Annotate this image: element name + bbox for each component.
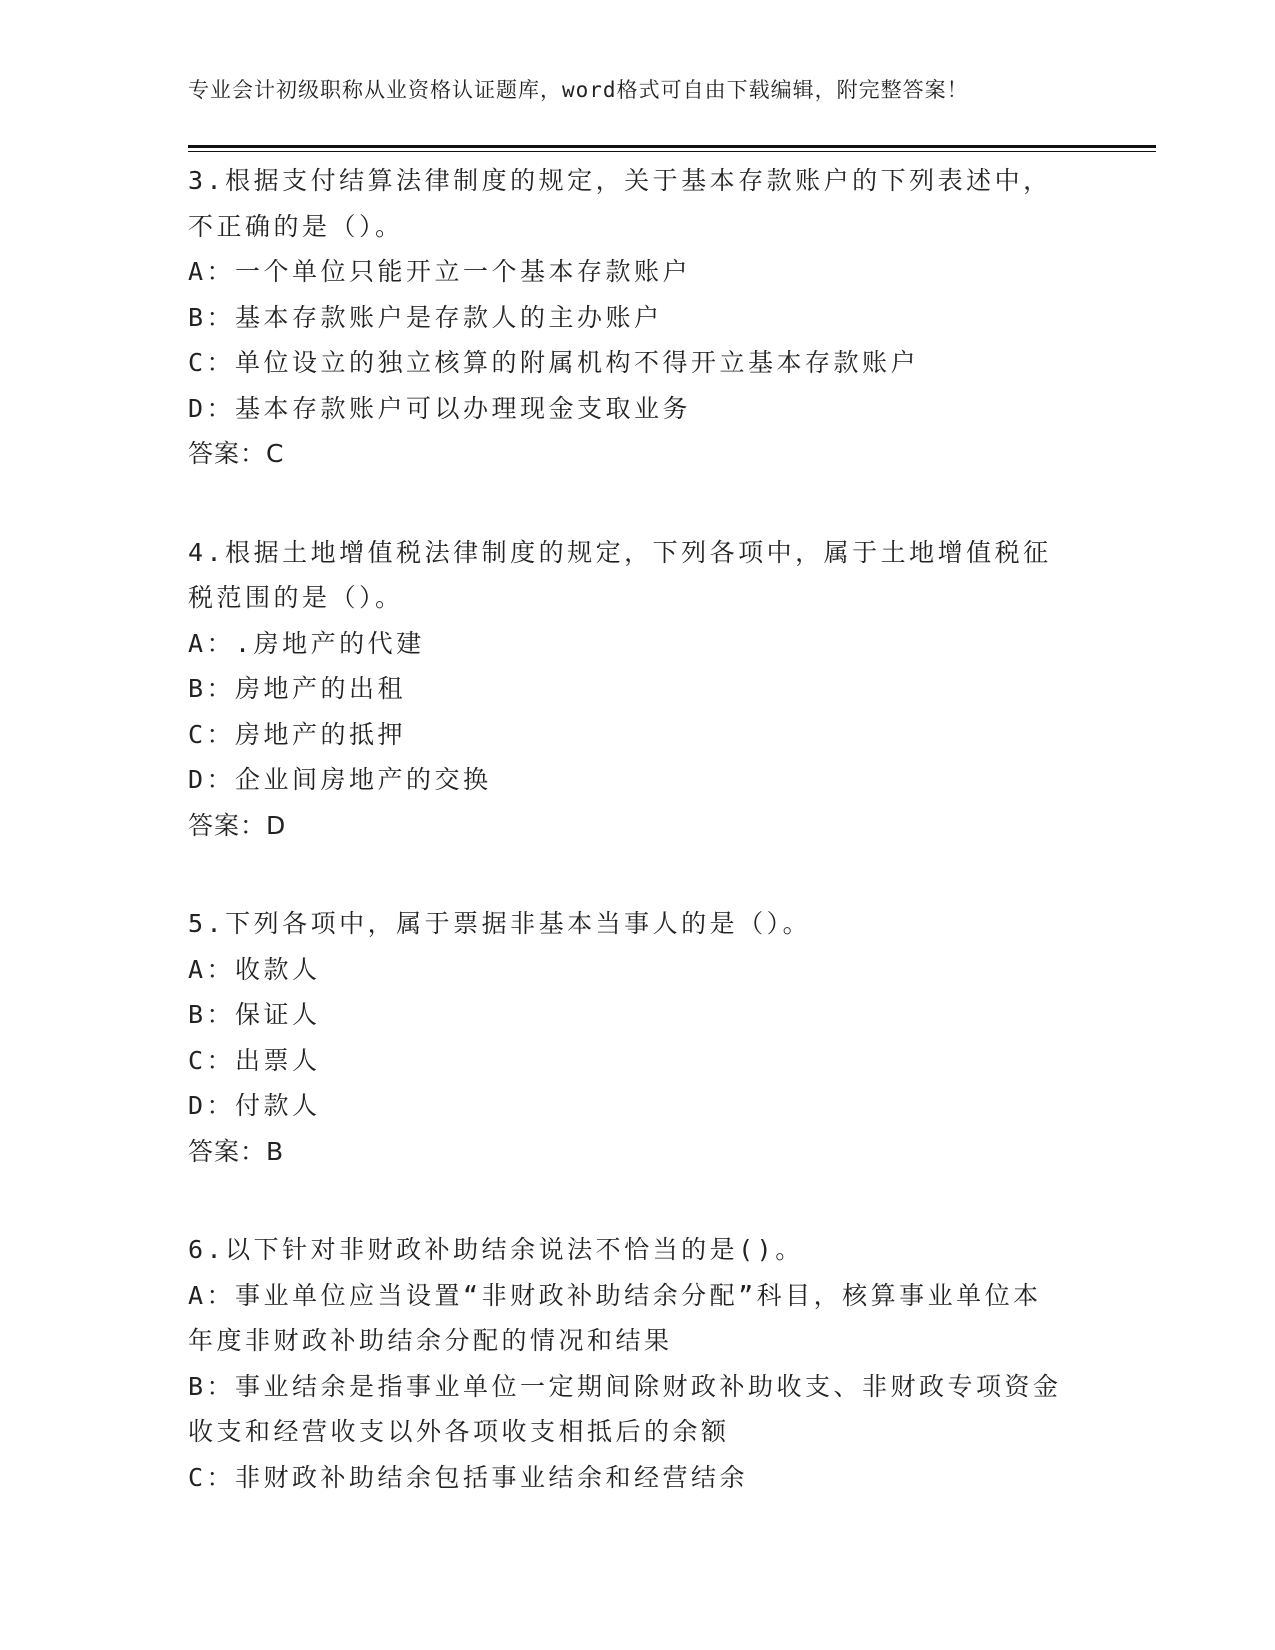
question-stem-line: 6.以下针对非财政补助结余说法不恰当的是()。 [188, 1235, 804, 1264]
option-d: D：企业间房地产的交换 [188, 765, 492, 794]
answer: 答案：B [188, 1136, 285, 1166]
question-4 [188, 530, 1088, 849]
option-b: B：基本存款账户是存款人的主办账户 [188, 302, 663, 332]
option-b: B：保证人 [188, 1000, 321, 1029]
question-stem-line: 4.根据土地增值税法律制度的规定，下列各项中，属于土地增值税征 [188, 537, 1052, 567]
option-d: D：付款人 [188, 1091, 321, 1120]
header-rule-thick [188, 145, 1156, 148]
option-a-continued: 年度非财政补助结余分配的情况和结果 [188, 1326, 673, 1355]
question-stem-line: 5.下列各项中，属于票据非基本当事人的是（）。 [188, 909, 812, 938]
question-list [188, 158, 1088, 1553]
question-6 [188, 1227, 1088, 1500]
option-c: C：非财政补助结余包括事业结余和经营结余 [188, 1462, 749, 1492]
question-stem-line: 税范围的是（）。 [188, 583, 404, 612]
option-b-continued: 收支和经营收支以外各项收支相抵后的余额 [188, 1417, 730, 1446]
option-a: A：收款人 [188, 954, 321, 984]
option-a: A：事业单位应当设置“非财政补助结余分配”科目，核算事业单位本 [188, 1280, 1042, 1310]
question-3 [188, 158, 1088, 477]
answer: 答案：D [188, 810, 287, 840]
option-d: D：基本存款账户可以办理现金支取业务 [188, 393, 692, 423]
option-c: C：房地产的抵押 [188, 719, 407, 749]
option-b: B：房地产的出租 [188, 674, 407, 703]
question-5 [188, 901, 1088, 1174]
header-rule-thin [188, 151, 1156, 152]
option-c: C：出票人 [188, 1045, 321, 1075]
page-header: 专业会计初级职称从业资格认证题库，word格式可自由下载编辑，附完整答案！ [188, 78, 969, 102]
option-a: A：一个单位只能开立一个基本存款账户 [188, 257, 692, 286]
option-a: A：.房地产的代建 [188, 628, 425, 658]
question-stem-line: 3.根据支付结算法律制度的规定，关于基本存款账户的下列表述中， [188, 166, 1052, 195]
question-stem-line: 不正确的是（）。 [188, 211, 404, 241]
option-b: B：事业结余是指事业单位一定期间除财政补助收支、非财政专项资金 [188, 1371, 1062, 1401]
answer: 答案：C [188, 439, 285, 468]
option-c: C：单位设立的独立核算的附属机构不得开立基本存款账户 [188, 348, 920, 377]
